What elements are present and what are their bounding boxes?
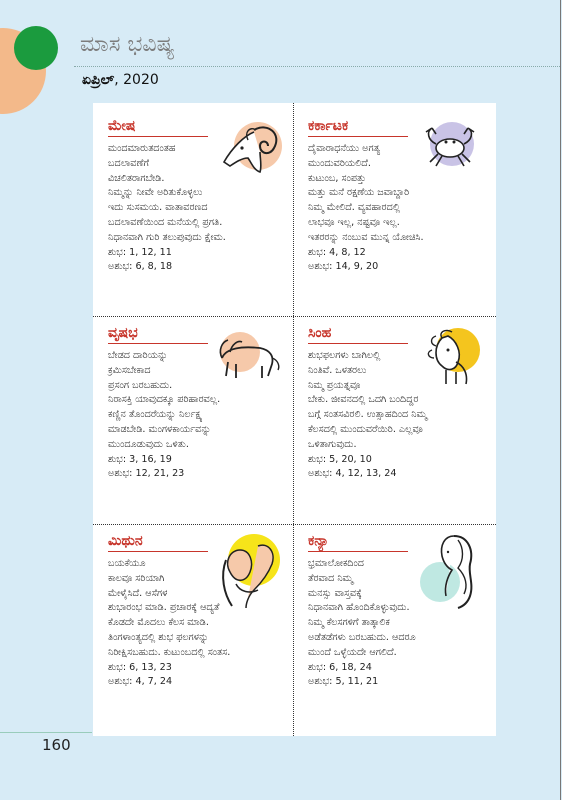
text-line: ನಿರೀಕ್ಷಿಸಬಹುದು. ಕುಟುಂಬದಲ್ಲಿ ಸಂತಸ. (108, 646, 231, 658)
text-line: ಬದಲಾವಣೆಗೆ (108, 157, 150, 169)
text-line: ಬೇಡದ ದಾರಿಯನ್ನು (108, 350, 168, 361)
lucky-numbers: ಶುಭ: 5, 20, 10 (308, 453, 372, 465)
column-divider (293, 103, 294, 736)
text-line: ಮಂದಮಾರುತದಂತಹ (108, 143, 176, 154)
lucky-numbers: ಶುಭ: 3, 16, 19 (108, 453, 172, 465)
lucky-numbers: ಶುಭ: 6, 18, 24 (308, 661, 372, 673)
year-label: , 2020 (114, 72, 159, 88)
sign-underline (108, 343, 208, 344)
text-line: ಕೆಲಸದಲ್ಲಿ ಮುಂದುವರೆಯಿರಿ. ಎಲ್ಲವೂ (308, 423, 423, 435)
text-line: ಮುಂದೂಡುವುದು ಒಳಿತು. (108, 438, 189, 450)
text-line: ಇದು ಸುಸಮಯ. ವಾತಾವರಣದ (108, 202, 208, 214)
sign-name: ಮೇಷ (108, 118, 136, 134)
text-line: ಕಾಲವೂ ಸರಿಯಾಗಿ (108, 572, 165, 584)
page-number: 160 (42, 736, 71, 754)
text-line: ಬಯಕೆಯೂ (108, 558, 146, 569)
row-divider (93, 524, 496, 525)
unlucky-numbers: ಅಶುಭ: 4, 12, 13, 24 (308, 468, 397, 480)
text-line: ಬದಲಾವಣೆಯಿಂದ ಮನೆಯಲ್ಲಿ ಪ್ರಗತಿ. (108, 216, 223, 228)
sign-name: ಕರ್ಕಾಟಕ (308, 118, 349, 134)
sign-underline (308, 551, 408, 552)
text-line: ಬೇಕು. ಜೀವನದಲ್ಲಿ ಒದಗಿ ಬಂದಿದ್ದರ (308, 394, 419, 406)
text-line: ವಿಚಲಿತರಾಗಬೇಡಿ. (108, 172, 165, 184)
text-line: ತೆರವಾದ ನಿಮ್ಮ (308, 572, 354, 584)
text-line: ಭ್ರಮಾಲೋಕದಿಂದ (308, 558, 364, 569)
text-line: ಕುಟುಂಬ, ಸಂಪತ್ತು (308, 172, 366, 184)
sign-name: ಕನ್ಯಾ (308, 533, 329, 549)
text-line: ಮುಂದುವರಿಯಲಿದೆ. (308, 157, 371, 169)
sign-name: ಮಿಥುನ (108, 533, 143, 549)
lucky-numbers: ಶುಭ: 6, 13, 23 (108, 661, 172, 673)
text-line: ತಿಂಗಳಾಂತ್ಯದಲ್ಲಿ ಶುಭ ಫಲಗಳನ್ನು (108, 631, 209, 643)
unlucky-numbers: ಅಶುಭ: 5, 11, 21 (308, 676, 379, 688)
text-line: ನಿಮ್ಮ ಪ್ರಯತ್ನವೂ (308, 379, 361, 391)
section-title: ಮಾಸ ಭವಿಷ್ಯ (80, 32, 175, 57)
crab-icon (414, 118, 486, 176)
text-line: ಒಳಿತಾಗುವುದು. (308, 438, 357, 450)
text-line: ನಿಮ್ಮನ್ನು ನೀವೇ ಅರಿತುಕೊಳ್ಳಲು (108, 187, 203, 199)
row-divider (93, 316, 496, 317)
sign-name: ಸಿಂಹ (308, 325, 332, 341)
text-line: ಶುಭಫಲಗಳು ಬಾಗಿಲಲ್ಲಿ (308, 350, 381, 361)
unlucky-numbers: ಅಶುಭ: 6, 8, 18 (108, 261, 173, 273)
twins-icon (206, 532, 288, 608)
text-line: ಇತರರನ್ನು ನಂಬುವ ಮುನ್ನ ಯೋಚಿಸಿ. (308, 231, 424, 243)
text-line: ನಿಧಾನವಾಗಿ ಹೊಂದಿಕೊಳ್ಳುವುದು. (308, 602, 410, 614)
maiden-icon (418, 530, 488, 610)
sign-underline (108, 136, 208, 137)
text-line: ಕೊಡದೇ ಮೊದಲು ಕೆಲಸ ಮಾಡಿ. (108, 617, 209, 629)
text-line: ಮೇಳೈಸಿದೆ. ಆಸೆಗಳ (108, 587, 168, 599)
sign-underline (308, 136, 408, 137)
text-line: ಶುಭಾರಂಭ ಮಾಡಿ. ಪ್ರಚಾರಕ್ಕೆ ಆದ್ಯತೆ (108, 602, 220, 614)
text-line: ದೈವಾರಾಧನೆಯು ಅಗತ್ಯ (308, 143, 381, 154)
text-line: ಲಾಭವೂ ಇಲ್ಲ, ನಷ್ಟವೂ ಇಲ್ಲ. (308, 216, 400, 228)
page-edge (560, 0, 561, 800)
text-line: ನಿಧಾನವಾಗಿ ಗುರಿ ತಲುಪುವುದು ಕ್ಷೇಮ. (108, 231, 226, 243)
ram-icon (214, 118, 284, 180)
text-line: ಮುಂದೆ ಒಳ್ಳೆಯದೇ ಆಗಲಿದೆ. (308, 646, 397, 658)
lucky-numbers: ಶುಭ: 4, 8, 12 (308, 246, 366, 258)
text-line: ಮನಸ್ಸು ವಾಸ್ತವಕ್ಕೆ (308, 587, 362, 599)
header-divider (74, 66, 560, 67)
sign-underline (308, 343, 408, 344)
lucky-numbers: ಶುಭ: 1, 12, 11 (108, 246, 172, 258)
decorative-circle-green (14, 26, 58, 70)
text-line: ನಿರಾಸಕ್ತಿ ಯಾವುದಕ್ಕೂ ಪರಿಹಾರವಲ್ಲ. (108, 394, 221, 406)
lion-icon (412, 326, 486, 388)
unlucky-numbers: ಅಶುಭ: 14, 9, 20 (308, 261, 379, 273)
text-line: ಮಾಡಬೇಡಿ. ಮಂಗಳಕಾರ್ಯವನ್ನು (108, 423, 212, 435)
unlucky-numbers: ಅಶುಭ: 12, 21, 23 (108, 468, 185, 480)
footer-rule (0, 732, 92, 733)
text-line: ಅಡೆತಡೆಗಳು ಬರಬಹುದು. ಆದರೂ (308, 631, 416, 643)
text-line: ಬಗ್ಗೆ ಸಂತಸವಿರಲಿ. ಉತ್ಸಾಹದಿಂದ ನಿಮ್ಮ (308, 409, 428, 421)
month-label: ಏಪ್ರಿಲ್ (82, 72, 115, 88)
month-year (82, 72, 159, 88)
text-line: ಮತ್ತು ಮನೆ ರಕ್ಷಣೆಯ ಜವಾಬ್ದಾರಿ (308, 187, 410, 199)
bull-icon (208, 328, 284, 384)
text-line: ನಿಂತಿವೆ. ಒಳತರಲು (308, 364, 367, 376)
text-line: ಕಣ್ಣಿನ ತೊಂದರೆಯನ್ನು ನಿರ್ಲಕ್ಷ್ಯ (108, 409, 203, 421)
text-line: ನಿಮ್ಮ ಮೇಲಿದೆ. ವ್ಯವಹಾರದಲ್ಲಿ (308, 202, 401, 214)
unlucky-numbers: ಅಶುಭ: 4, 7, 24 (108, 676, 173, 688)
text-line: ಪ್ರಸಂಗ ಬರಬಹುದು. (108, 379, 173, 391)
sign-underline (108, 551, 208, 552)
text-line: ಕ್ರಮಿಸಬೇಕಾದ (108, 364, 151, 376)
sign-name: ವೃಷಭ (108, 325, 138, 341)
text-line: ನಿಮ್ಮ ಕೆಲಸಗಳಿಗೆ ತಾತ್ಕಾಲಿಕ (308, 617, 390, 629)
